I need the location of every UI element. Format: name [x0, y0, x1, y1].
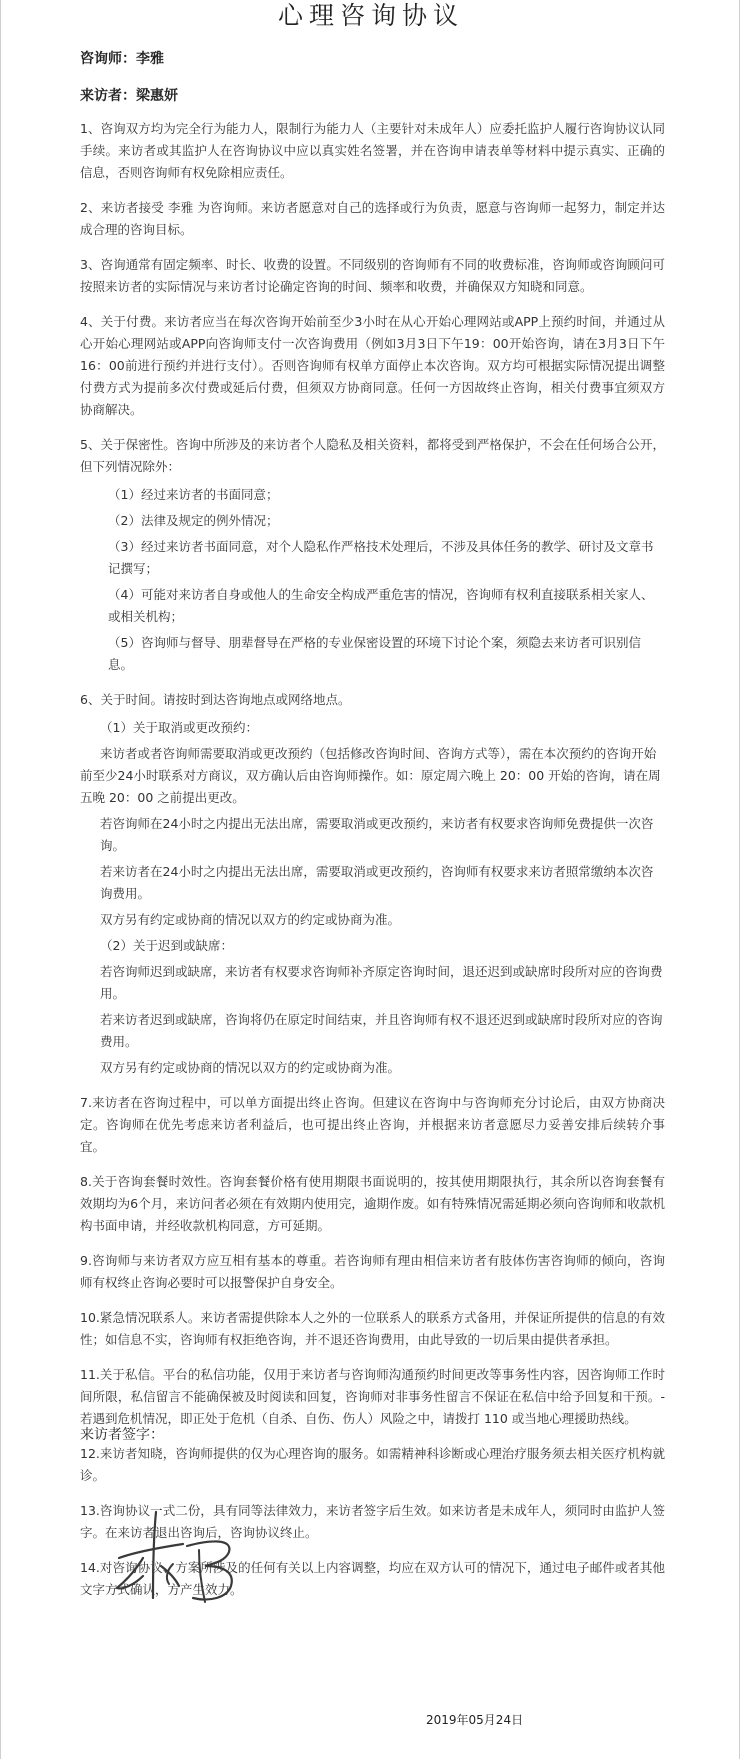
cancel-body: 来访者或者咨询师需要取消或更改预约（包括修改咨询时间、咨询方式等），需在本次预约的咨询开始前至少24小时联系对方商议，双方确认后由咨询师操作。如：原定周六晚上 20：00 开始的咨询，请在周五晚 20：00 之前提出更改。: [80, 746, 661, 805]
signature-label: 来访者签字：: [80, 1427, 164, 1443]
clause-2: 2、来访者接受 李雅 为咨询师。来访者愿意对自己的选择或行为负责，愿意与咨询师一起努力，制定并达成合理的咨询目标。: [80, 200, 665, 237]
handwritten-signature: [113, 1506, 273, 1606]
clause-11: 11.关于私信。平台的私信功能，仅用于来访者与咨询师沟通预约时间更改等事务性内容，因咨询师工作时间所限，私信留言不能确保被及时阅读和回复，咨询师对非事务性留言不保证在私信中给予回复和干预。- 若遇到危机情况，即正处于危机（自杀、自伤、伤人）风险之中，请拨打 110 或当地心理援助热线。: [80, 1367, 665, 1426]
cancel-item: 双方另有约定或协商的情况以双方的约定或协商为准。: [100, 912, 401, 927]
counselor-label: 咨询师：: [80, 51, 136, 67]
clause-1: 1、咨询双方均为完全行为能力人，限制行为能力人（主要针对未成年人）应委托监护人履行咨询协议认同手续。来访者或其监护人在咨询协议中应以真实姓名签署，并在咨询申请表单等材料中提示真实、正确的信息，否则咨询师有权免除相应责任。: [80, 121, 665, 180]
clause-8: 8.关于咨询套餐时效性。咨询套餐价格有使用期限书面说明的，按其使用期限执行，其余所以咨询套餐有效期均为6个月，来访问者必须在有效期内使用完，逾期作废。如有特殊情况需延期必须向咨询师和收款机构书面申请，并经收款机构同意，方可延期。: [80, 1174, 665, 1233]
clause-6-heading: 6、关于时间。请按时到达咨询地点或网络地点。: [80, 692, 351, 707]
client-label: 来访者：: [80, 88, 136, 104]
confidentiality-item: （2）法律及规定的例外情况；: [108, 513, 279, 528]
client-line: [80, 85, 178, 105]
confidentiality-item: （4）可能对来访者自身或他人的生命安全构成严重危害的情况，咨询师有权利直接联系相关家人、或相关机构；: [108, 587, 654, 624]
confidentiality-item: （3）经过来访者书面同意，对个人隐私作严格技术处理后，不涉及具体任务的教学、研讨及文章书记撰写；: [108, 539, 654, 576]
counselor-name: 李雅: [136, 51, 164, 67]
clause-7: 7.来访者在咨询过程中，可以单方面提出终止咨询。但建议在咨询中与咨询师充分讨论后，由双方协商决定。咨询师在优先考虑来访者利益后，也可提出终止咨询，并根据来访者意愿尽力妥善安排后续转介事宜。: [80, 1095, 665, 1154]
clause-4: 4、关于付费。来访者应当在每次咨询开始前至少3小时在从心开始心理网站或APP上预约时间，并通过从心开始心理网站或APP向咨询师支付一次咨询费用（例如3月3日下午19：00开始咨询，请在3月3日下午16：00前进行预约并进行支付）。否则咨询师有权单方面停止本次咨询。双方均可根据实际情况提出调整付费方式为提前多次付费或延后付费，但须双方协商同意。任何一方因故终止咨询，相关付费事宜须双方协商解决。: [80, 314, 665, 417]
clause-3: 3、咨询通常有固定频率、时长、收费的设置。不同级别的咨询师有不同的收费标准，咨询师或咨询顾问可按照来访者的实际情况与来访者讨论确定咨询的时间、频率和收费，并确保双方知晓和同意。: [80, 257, 665, 294]
clause-list: [80, 118, 665, 1614]
clause-9: 9.咨询师与来访者双方应互相有基本的尊重。若咨询师有理由相信来访者有肢体伤害咨询师的倾向，咨询师有权终止咨询必要时可以报警保护自身安全。: [80, 1253, 665, 1290]
confidentiality-item: （5）咨询师与督导、朋辈督导在严格的专业保密设置的环境下讨论个案，须隐去来访者可识别信息。: [108, 635, 641, 672]
late-item: 若咨询师迟到或缺席，来访者有权要求咨询师补齐原定咨询时间，退还迟到或缺席时段所对应的咨询费用。: [100, 964, 663, 1001]
clause-5: 5、关于保密性。咨询中所涉及的来访者个人隐私及相关资料，都将受到严格保护，不会在任何场合公开，但下列情况除外：: [80, 437, 665, 474]
late-item: 若来访者迟到或缺席，咨询将仍在原定时间结束，并且咨询师有权不退还迟到或缺席时段所对应的咨询费用。: [100, 1012, 663, 1049]
clause-12: 12.来访者知晓，咨询师提供的仅为心理咨询的服务。如需精神科诊断或心理治疗服务须去相关医疗机构就诊。: [80, 1446, 665, 1483]
clause-13: 13.咨询协议一式二份，具有同等法律效力，来访者签字后生效。如来访者是未成年人，须同时由监护人签字。在来访者退出咨询后，咨询协议终止。: [80, 1503, 665, 1540]
signing-date: 2019年05月24日: [426, 1713, 524, 1727]
late-item: 双方另有约定或协商的情况以双方的约定或协商为准。: [100, 1060, 401, 1075]
cancel-heading: （1）关于取消或更改预约：: [100, 720, 258, 735]
cancel-item: 若来访者在24小时之内提出无法出席，需要取消或更改预约，咨询师有权要求来访者照常缴纳本次咨询费用。: [100, 864, 654, 901]
late-heading: （2）关于迟到或缺席：: [100, 938, 233, 953]
clause-14: 14.对咨询协议、方案所涉及的任何有关以上内容调整，均应在双方认可的情况下，通过电子邮件或者其他文字方式确认，方产生效力。: [80, 1560, 665, 1597]
cancel-item: 若咨询师在24小时之内提出无法出席，需要取消或更改预约，来访者有权要求咨询师免费提供一次咨询。: [100, 816, 654, 853]
counselor-line: [80, 48, 164, 68]
document-title: 心理咨询协议: [277, 1, 464, 30]
clause-10: 10.紧急情况联系人。来访者需提供除本人之外的一位联系人的联系方式备用，并保证所提供的信息的有效性；如信息不实，咨询师有权拒绝咨询，并不退还咨询费用，由此导致的一切后果由提供者承担。: [80, 1310, 665, 1347]
client-name: 梁惠妍: [136, 88, 178, 104]
confidentiality-item: （1）经过来访者的书面同意；: [108, 487, 279, 502]
